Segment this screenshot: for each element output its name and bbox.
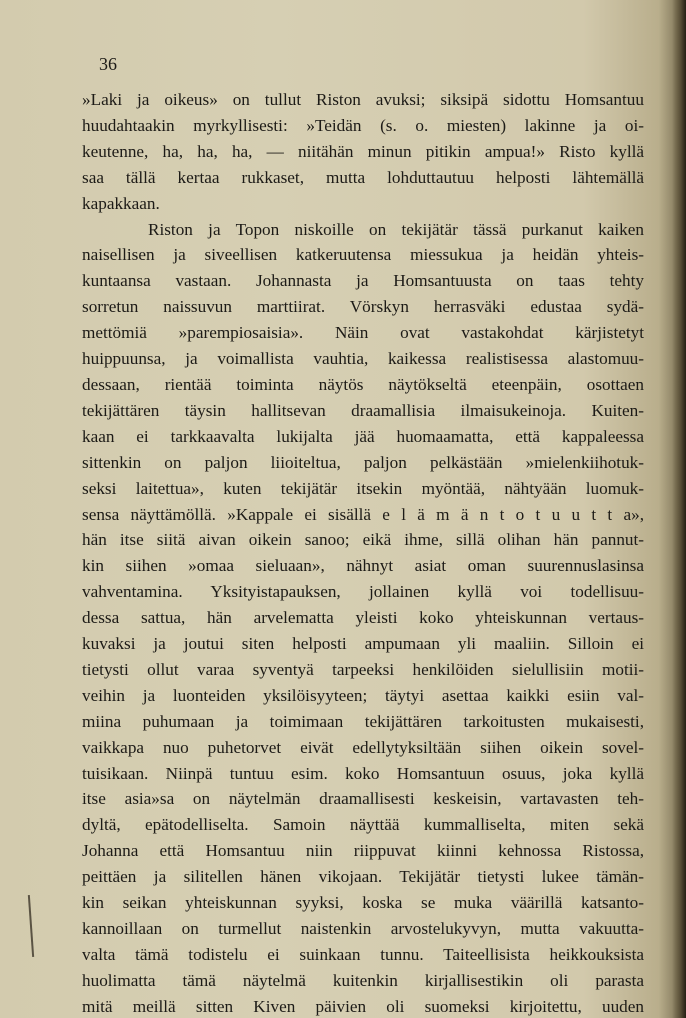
text-line: mettömiä »parempiosaisia». Näin ovat vastakohdat kärjistetyt: [82, 323, 644, 343]
text-line: tekijättären täysin hallitsevan draamallisia ilmaisukeinoja. Kuiten-: [82, 400, 644, 420]
page-edge-shadow: [672, 0, 686, 1018]
text-line: kannoillaan on turmellut naistenkin arvostelukyvyn, mutta vakuutta-: [82, 919, 644, 938]
text-line: kin siihen »omaa sieluaan», nähnyt asiat oman suurennuslasinsa: [82, 556, 644, 576]
text-line: dyltä, epätodelliselta. Samoin näyttää kummalliselta, miten sekä: [82, 815, 644, 835]
text-line: veihin ja luonteiden yksilöisyyteen; täytyi asettaa kaikki esiin val-: [82, 685, 644, 705]
text-line: vaikkapa nuo puhetorvet eivät edellytyksiltään siihen oikein sovel-: [82, 737, 644, 757]
text-line: peittäen ja silitellen hänen vikojaan. Tekijätär tietysti lukee tämän-: [82, 867, 644, 887]
text-line: kapakkaan.: [82, 193, 160, 213]
margin-mark: [28, 895, 34, 957]
text-line: dessaan, rientää toiminta näytös näytökseltä eteenpäin, osottaen: [82, 374, 644, 394]
text-line: valta tämä todistelu ei suinkaan tunnu. Taiteellisista heikkouksista: [82, 944, 644, 964]
page-number: 36: [99, 54, 117, 74]
text-line: sorretun naissuvun marttiirat. Vörskyn herrasväki edustaa sydä-: [82, 297, 644, 317]
text-line: tuisikaan. Niinpä tuntuu esim. koko Homsantuun osuus, joka kyllä: [82, 763, 644, 783]
text-line: dessa sattua, hän arvelematta yleisti koko yhteiskunnan vertaus-: [82, 608, 644, 628]
text-line: saa tällä kertaa rukkaset, mutta lohduttautuu helposti lähtemällä: [82, 167, 644, 187]
text-line: miina puhumaan ja toimimaan tekijättären tarkoitusten mukaisesti,: [82, 711, 644, 731]
text-line: mitä meillä sitten Kiven päivien oli suomeksi kirjoitettu, uuden: [82, 996, 644, 1016]
text-line: kin seikan yhteiskunnan syyksi, koska se muka väärillä katsanto-: [82, 893, 644, 913]
text-line: kuntaansa vastaan. Johannasta ja Homsantuusta on taas tehty: [82, 271, 644, 291]
text-line: huudahtaakin myrkyllisesti: »Teidän (s. o. miesten) lakinne ja oi-: [82, 115, 644, 135]
text-line: kuvaksi ja joutui siten helposti ampumaan yli maaliin. Silloin ei: [82, 634, 644, 654]
text-line: hän itse siitä aivan oikein sanoo; eikä ihme, sillä olihan hän pannut-: [82, 530, 644, 550]
text-line: Riston ja Topon niskoille on tekijätär tässä purkanut kaiken: [148, 219, 644, 239]
text-line: sensa näyttämöllä. »Kappale ei sisällä e l ä m ä n t o t u u t t a»,: [82, 504, 644, 524]
text-line: seksi laitettua», kuten tekijätär itsekin myöntää, nähtyään luomuk-: [82, 478, 644, 498]
text-line: naisellisen ja siveellisen katkeruutensa miessukua ja heidän yhteis-: [82, 245, 644, 265]
text-line: sittenkin on paljon liioiteltua, paljon pelkästään »mielenkiihotuk-: [82, 452, 644, 472]
text-line: vahventamina. Yksityistapauksen, jollainen kyllä voi todellisuu-: [82, 582, 644, 602]
body-text: [82, 87, 644, 1018]
text-line: »Laki ja oikeus» on tullut Riston avuksi; siksipä sidottu Homsantuu: [82, 90, 644, 109]
text-line: Johanna että Homsantuu niin riippuvat kiinni kehnossa Ristossa,: [82, 841, 644, 861]
text-line: huippuunsa, ja voimallista vauhtia, kaikessa realistisessa alastomuu-: [82, 349, 644, 369]
text-line: kaan ei tarkkaavalta lukijalta jää huomaamatta, että kappaleessa: [82, 426, 644, 446]
text-line: huolimatta tämä näytelmä kuitenkin kirjallisestikin oli parasta: [82, 970, 644, 990]
text-line: itse asia»sa on näytelmän draamallisesti keskeisin, vartavasten teh-: [82, 789, 644, 809]
text-line: tietysti ollut varaa syventyä tarpeeksi henkilöiden sielullisiin motii-: [82, 659, 644, 679]
text-line: keutenne, ha, ha, ha, — niitähän minun pitikin ampua!» Risto kyllä: [82, 141, 644, 161]
